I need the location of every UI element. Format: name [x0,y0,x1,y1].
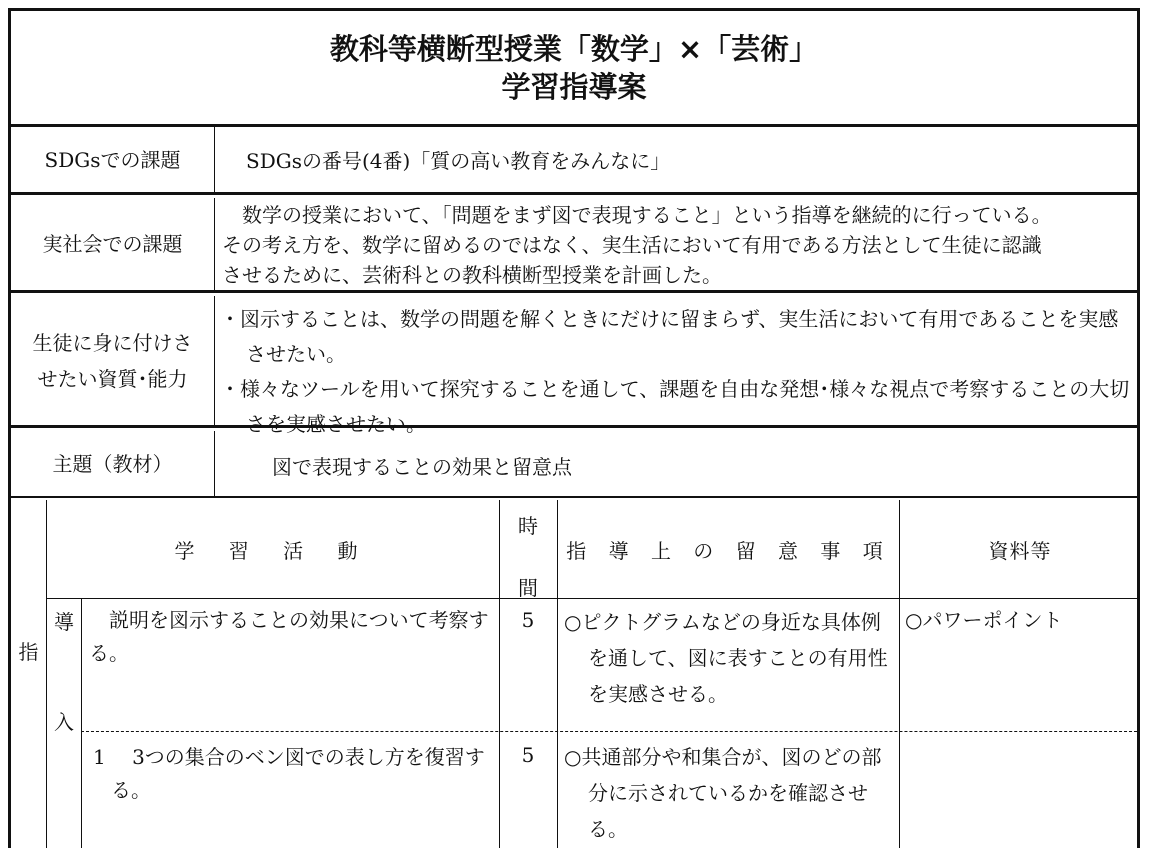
abilities-label [11,296,215,425]
side-label: 指 [18,640,39,664]
activity-row-1-materials: ○パワーポイント [905,608,1063,632]
theme-row [11,431,1137,498]
header-notes: 指 導 上 の 留 意 事 項 [566,538,891,563]
sdgs-label: SDGsでの課題 [11,127,215,192]
abilities-row [11,296,1137,436]
header-time-bottom: 間 [518,576,538,600]
document-title [11,11,1137,127]
theme-label: 主題（教材） [11,431,215,496]
abilities-value [214,296,1137,436]
phase-intro-bottom: 入 [54,710,74,734]
title-line-2: 学習指導案 [501,69,647,104]
abilities-label-line-2: せたい資質･能力 [37,366,188,391]
real-society-label: 実社会での課題 [11,198,215,290]
activity-table [11,500,1137,848]
activity-row-1-notes: ○ピクトグラムなどの身近な具体例を通して、図に表すことの有用性を実感させる。 [564,610,888,706]
activity-row-1-text: 説明を図示することの効果について考察する。 [89,608,489,665]
theme-value: 図で表現することの効果と留意点 [272,455,572,479]
header-materials: 資料等 [988,538,1052,563]
activity-row-2-notes: ○共通部分や和集合が、図のどの部分に示されているかを確認させる。 [564,745,882,841]
real-society-row [11,198,1137,293]
abilities-bullet-1: ・図示することは、数学の問題を解くときにだけに留まらず、実生活において有用であることを実感させたい。 [220,307,1119,366]
header-activity: 学 習 活 動 [174,538,372,563]
activity-row-1-time: 5 [521,608,535,632]
abilities-label-line-1: 生徒に身に付けさ [32,330,193,355]
real-society-line-2: その考え方を、数学に留めるのではなく、実生活において有用である方法として生徒に認識 [222,233,1042,257]
sdgs-row [11,127,1137,195]
title-line-1: 教科等横断型授業「数学」×「芸術」 [329,31,819,66]
real-society-value [214,198,1137,290]
activity-row-2-text: 1 3つの集合のベン図での表し方を復習する。 [93,745,485,802]
real-society-line-3: させるために、芸術科との教科横断型授業を計画した。 [222,263,722,287]
header-time-top: 時 [518,514,538,538]
lesson-plan-document [8,8,1140,848]
activity-row-2-time: 5 [521,743,535,767]
phase-intro-top: 導 [54,610,74,634]
abilities-bullet-2: ・様々なツールを用いて探究することを通して、課題を自由な発想･様々な視点で考察することの大切さを実感させたい。 [220,377,1130,436]
real-society-line-1: 数学の授業において、「問題をまず図で表現すること」という指導を継続的に行っている。 [242,203,1052,227]
sdgs-value: SDGsの番号(4番)「質の高い教育をみんなに」 [246,149,671,173]
